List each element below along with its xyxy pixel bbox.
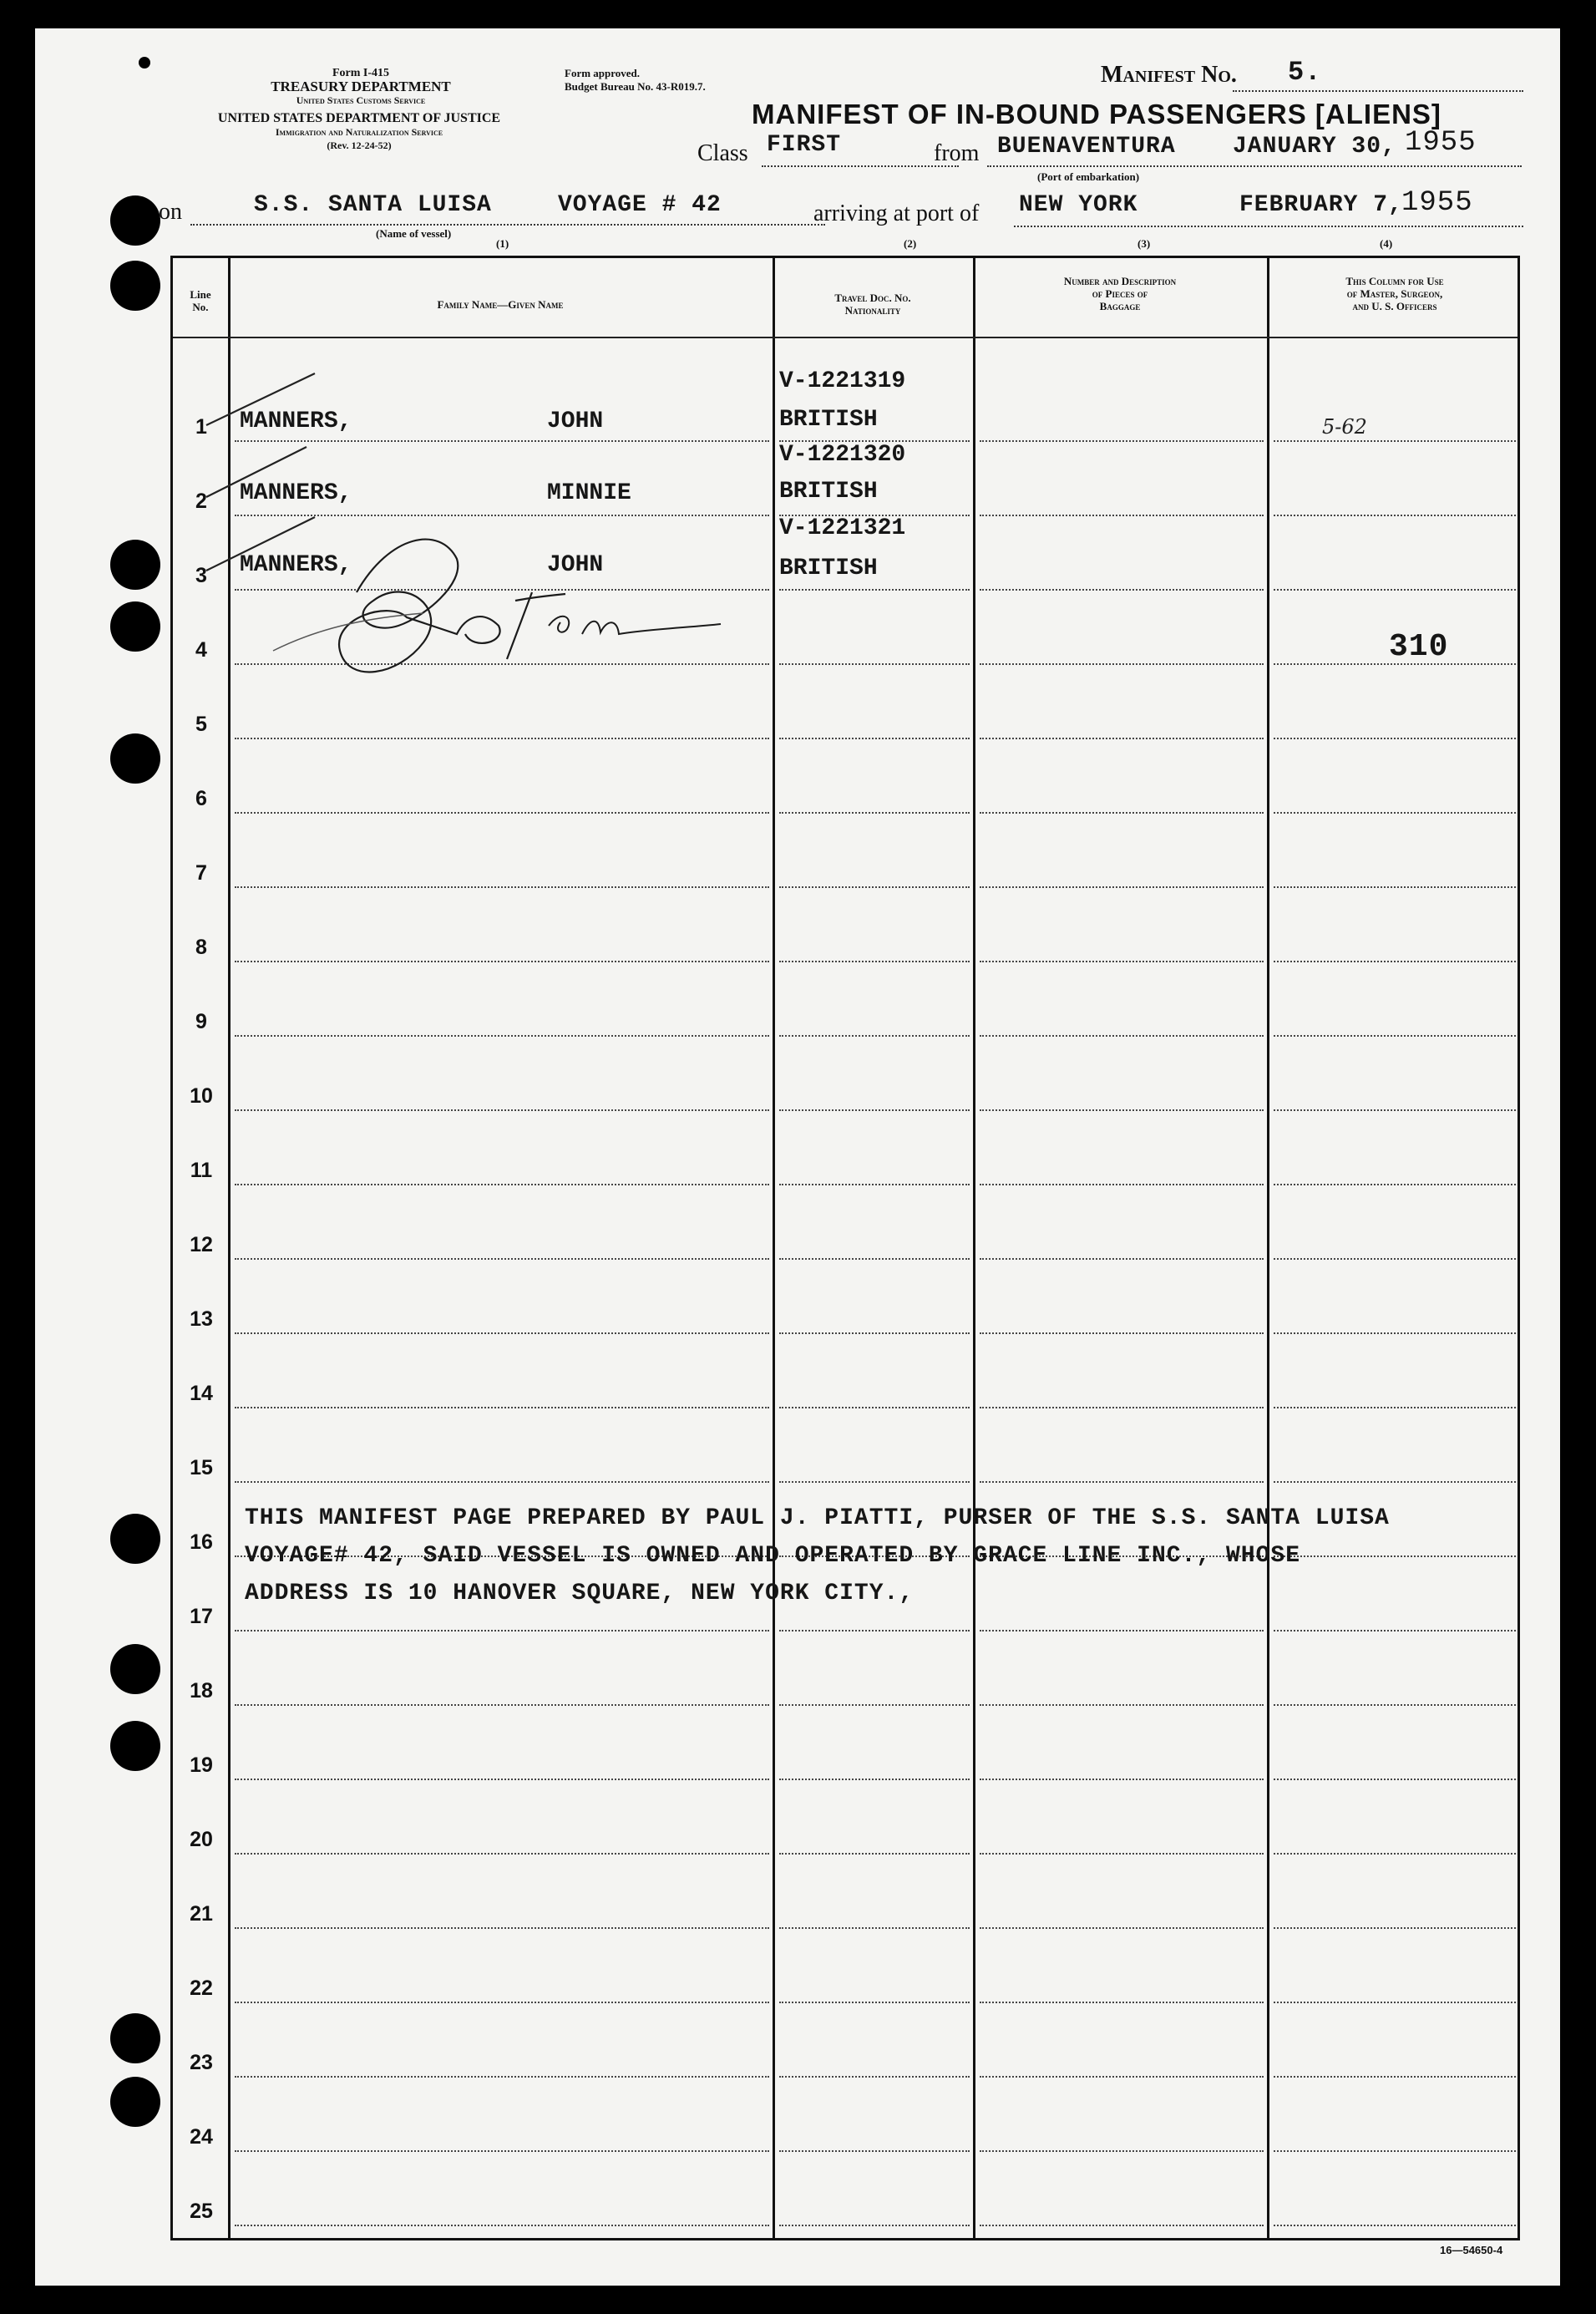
row-dotted-line [235, 1481, 769, 1483]
vessel-line [190, 224, 825, 226]
column-marker-3: (3) [1137, 237, 1151, 250]
row-dotted-line [235, 1630, 769, 1631]
voyage-number: VOYAGE # 42 [558, 192, 722, 218]
arrival-year: 1955 [1401, 187, 1473, 219]
punch-hole-mark [139, 57, 150, 69]
row-dotted-line [779, 1853, 970, 1855]
row-dotted-line [1274, 2225, 1516, 2226]
row-dotted-line [1274, 2002, 1516, 2003]
row-dotted-line [980, 886, 1264, 888]
port-of-embarkation: BUENAVENTURA [997, 134, 1176, 160]
arrival-port: NEW YORK [1019, 192, 1138, 218]
punch-hole [110, 1514, 160, 1564]
line-number: 11 [190, 1159, 213, 1182]
form-block [236, 67, 486, 107]
manifest-sheet [35, 28, 1560, 2286]
row-dotted-line [980, 1630, 1264, 1631]
row-dotted-line [1274, 738, 1516, 739]
row-dotted-line [980, 1481, 1264, 1483]
punch-hole [110, 2077, 160, 2127]
row-dotted-line [779, 1035, 970, 1037]
line-number: 2 [195, 490, 207, 513]
passenger-2-family: MANNERS, [240, 480, 352, 506]
row-dotted-line [1274, 1481, 1516, 1483]
row-dotted-line [235, 1704, 769, 1706]
row-dotted-line [1274, 1184, 1516, 1185]
arrival-date: FEBRUARY 7, [1239, 192, 1403, 218]
arriving-label: arriving at port of [813, 200, 980, 226]
form-approved: Form approved. [565, 67, 641, 79]
note-line-1: THIS MANIFEST PAGE PREPARED BY PAUL J. PIATTI, PURSER OF THE S.S. SANTA LUISA [245, 1505, 1390, 1531]
row-dotted-line [980, 738, 1264, 739]
row-dotted-line [779, 1927, 970, 1929]
from-label: from [934, 140, 980, 166]
column-marker-1: (1) [496, 237, 509, 250]
class-label: Class [697, 140, 748, 166]
row-dotted-line [980, 440, 1264, 442]
row-dotted-line [235, 2002, 769, 2003]
row-dotted-line [235, 1035, 769, 1037]
punch-hole [110, 733, 160, 784]
passenger-1-nationality: BRITISH [779, 407, 878, 433]
row-dotted-line [980, 2002, 1264, 2003]
passenger-2-doc: V-1221320 [779, 442, 906, 468]
row-dotted-line [980, 515, 1264, 516]
row-dotted-line [980, 1407, 1264, 1408]
line-number: 13 [190, 1307, 213, 1331]
row-dotted-line [779, 1779, 970, 1780]
line-number: 14 [190, 1382, 213, 1405]
row-dotted-line [980, 812, 1264, 814]
line-number: 16 [190, 1530, 213, 1554]
passenger-2-given: MINNIE [547, 480, 631, 506]
line-number: 1 [195, 415, 207, 439]
passenger-1-doc: V-1221319 [779, 368, 906, 394]
row-dotted-line [980, 1853, 1264, 1855]
line-number: 25 [190, 2200, 213, 2223]
row-dotted-line [980, 1704, 1264, 1706]
line-number: 15 [190, 1456, 213, 1479]
row-dotted-line [235, 1109, 769, 1111]
row-dotted-line [235, 1779, 769, 1780]
punch-hole [110, 195, 160, 246]
arrival-line [1014, 226, 1523, 227]
row-dotted-line [980, 1332, 1264, 1334]
manifest-no-label: Manifest No. [1101, 62, 1237, 88]
column-marker-2: (2) [904, 237, 917, 250]
line-number: 4 [195, 638, 207, 662]
embarkation-year: 1955 [1405, 127, 1477, 159]
row-dotted-line [235, 1853, 769, 1855]
punch-hole [110, 601, 160, 652]
row-dotted-line [235, 738, 769, 739]
page-title: MANIFEST OF IN-BOUND PASSENGERS [ALIENS] [752, 99, 1441, 129]
row-dotted-line [779, 1258, 970, 1260]
row-dotted-line [1274, 961, 1516, 962]
column-divider [1267, 258, 1269, 2238]
col-officers: This Column for Use of Master, Surgeon, and U. S. Officers [1345, 275, 1444, 312]
row-dotted-line [779, 1704, 970, 1706]
footer-code: 16—54650-4 [1440, 2244, 1503, 2256]
punch-hole [110, 2013, 160, 2063]
column-marker-4: (4) [1380, 237, 1393, 250]
signature-scribble [256, 525, 724, 709]
row-dotted-line [235, 1927, 769, 1929]
embarkation-date: JANUARY 30, [1233, 134, 1396, 160]
officer-mark: 5-62 [1322, 415, 1367, 439]
row-dotted-line [1274, 1407, 1516, 1408]
note-line-2: VOYAGE# 42, SAID VESSEL IS OWNED AND OPERATED BY GRACE LINE INC., WHOSE [245, 1543, 1300, 1569]
row-dotted-line [779, 1630, 970, 1631]
row-dotted-line [779, 1407, 970, 1408]
manifest-no-value: 5. [1288, 57, 1322, 88]
line-number: 8 [195, 936, 207, 959]
row-dotted-line [779, 663, 970, 665]
row-dotted-line [779, 886, 970, 888]
ins-title: Immigration and Naturalization Service [275, 126, 443, 138]
from-line [987, 165, 1522, 167]
row-dotted-line [980, 1927, 1264, 1929]
row-dotted-line [1274, 1927, 1516, 1929]
line-number: 21 [190, 1902, 213, 1926]
passenger-1-family: MANNERS, [240, 409, 352, 434]
punch-hole [110, 261, 160, 311]
budget-bureau: Budget Bureau No. 43-R019.7. [565, 80, 706, 93]
punch-hole [110, 1721, 160, 1771]
row-dotted-line [1274, 1258, 1516, 1260]
row-dotted-line [235, 886, 769, 888]
row-dotted-line [235, 812, 769, 814]
row-dotted-line [980, 1258, 1264, 1260]
line-number: 22 [190, 1977, 213, 2000]
row-dotted-line [980, 663, 1264, 665]
column-divider [973, 258, 975, 2238]
row-dotted-line [235, 1184, 769, 1185]
row-dotted-line [1274, 1109, 1516, 1111]
port-caption: (Port of embarkation) [1037, 170, 1140, 183]
header-divider [173, 337, 1517, 338]
row-dotted-line [235, 2225, 769, 2226]
passenger-3-nationality: BRITISH [779, 556, 878, 581]
line-number: 20 [190, 1828, 213, 1851]
customs-service: United States Customs Service [296, 94, 426, 106]
row-dotted-line [980, 2076, 1264, 2078]
passenger-1-given: JOHN [547, 409, 604, 434]
passenger-3-given: JOHN [547, 552, 604, 578]
row-dotted-line [1274, 1332, 1516, 1334]
row-dotted-line [1274, 1035, 1516, 1037]
doj-title: UNITED STATES DEPARTMENT OF JUSTICE [217, 111, 501, 125]
row-dotted-line [1274, 589, 1516, 591]
row-dotted-line [779, 2150, 970, 2152]
row-dotted-line [980, 2225, 1264, 2226]
row-dotted-line [235, 1258, 769, 1260]
row-dotted-line [779, 2225, 970, 2226]
vessel-caption: (Name of vessel) [376, 227, 452, 240]
class-value: FIRST [767, 132, 842, 158]
row-dotted-line [980, 1109, 1264, 1111]
col-name: Family Name—Given Name [437, 298, 564, 311]
punch-hole [110, 1644, 160, 1694]
row-dotted-line [779, 738, 970, 739]
row-dotted-line [779, 2002, 970, 2003]
row-dotted-line [980, 589, 1264, 591]
row-dotted-line [980, 1035, 1264, 1037]
row-dotted-line [779, 812, 970, 814]
passenger-3-doc: V-1221321 [779, 515, 906, 541]
row-dotted-line [1274, 1853, 1516, 1855]
doj-block [159, 112, 560, 152]
line-number: 6 [195, 787, 207, 810]
line-number: 5 [195, 713, 207, 736]
row-dotted-line [235, 1407, 769, 1408]
row-dotted-line [779, 961, 970, 962]
line-number: 19 [190, 1753, 213, 1777]
stamp-number: 310 [1389, 629, 1449, 665]
row-dotted-line [1274, 2076, 1516, 2078]
row-dotted-line [235, 961, 769, 962]
row-dotted-line [1274, 1630, 1516, 1631]
manifest-no-line [1233, 90, 1523, 92]
row-dotted-line [1274, 812, 1516, 814]
row-dotted-line [779, 589, 970, 591]
row-dotted-line [980, 1184, 1264, 1185]
line-number: 24 [190, 2125, 213, 2149]
approval-block [565, 67, 706, 94]
line-number: 17 [190, 1605, 213, 1628]
column-divider [773, 258, 775, 2238]
row-dotted-line [779, 1332, 970, 1334]
line-number: 10 [190, 1084, 213, 1108]
row-dotted-line [1274, 515, 1516, 516]
vessel-name: S.S. SANTA LUISA [254, 192, 492, 218]
line-number: 7 [195, 861, 207, 885]
line-number: 9 [195, 1010, 207, 1033]
row-dotted-line [779, 1481, 970, 1483]
form-number: Form I-415 [332, 67, 390, 79]
col-line-no: Line No. [190, 288, 211, 313]
row-dotted-line [1274, 2150, 1516, 2152]
row-dotted-line [235, 1332, 769, 1334]
purser-note [245, 1500, 1390, 1612]
row-dotted-line [980, 2150, 1264, 2152]
row-dotted-line [1274, 1779, 1516, 1780]
col-travel-doc: Travel Doc. No. Nationality [834, 292, 911, 317]
row-dotted-line [779, 2076, 970, 2078]
revision: (Rev. 12-24-52) [327, 140, 392, 151]
class-line [762, 165, 959, 167]
passenger-2-nationality: BRITISH [779, 479, 878, 505]
passenger-table [170, 256, 1520, 2240]
row-dotted-line [235, 2150, 769, 2152]
punch-hole [110, 540, 160, 590]
row-dotted-line [779, 1109, 970, 1111]
line-number: 12 [190, 1233, 213, 1256]
treasury-dept: TREASURY DEPARTMENT [271, 79, 451, 94]
row-dotted-line [779, 1184, 970, 1185]
row-dotted-line [1274, 886, 1516, 888]
note-line-3: ADDRESS IS 10 HANOVER SQUARE, NEW YORK CITY., [245, 1581, 915, 1606]
line-number: 3 [195, 564, 207, 587]
row-dotted-line [1274, 1704, 1516, 1706]
passenger-3-family: MANNERS, [240, 552, 352, 578]
line-number: 23 [190, 2051, 213, 2074]
row-dotted-line [980, 1779, 1264, 1780]
on-label: on [159, 199, 182, 225]
line-number: 18 [190, 1679, 213, 1703]
row-dotted-line [980, 961, 1264, 962]
col-baggage: Number and Description of Pieces of Baggage [1063, 275, 1177, 312]
row-dotted-line [1274, 440, 1516, 442]
row-dotted-line [235, 2076, 769, 2078]
